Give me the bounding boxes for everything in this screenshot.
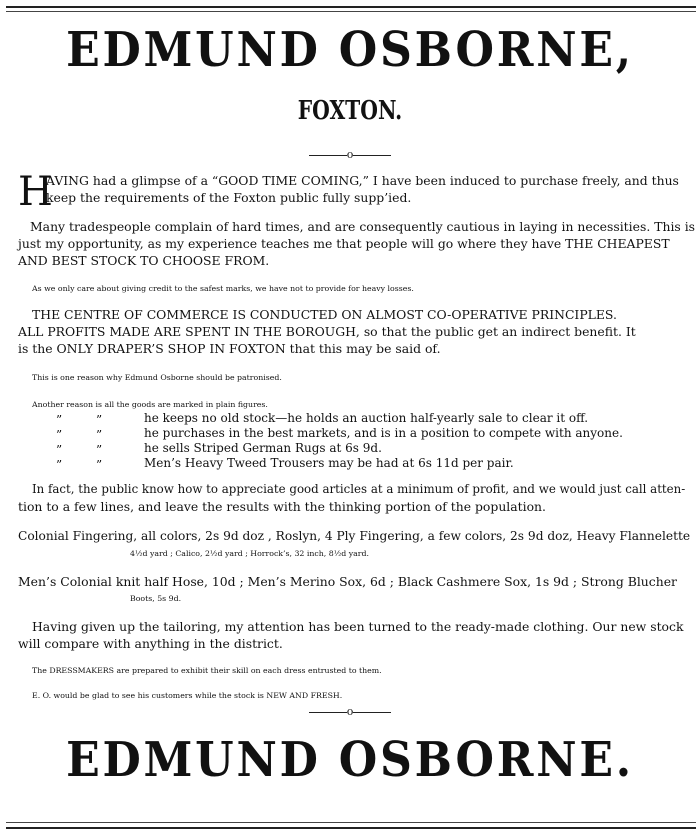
ditto-marks-2: ” ”	[56, 428, 103, 442]
ditto-marks-4: ” ”	[56, 458, 103, 472]
para2-line2: just my opportunity, as my experience teaches me that people will go where they have THE CHEAPEST	[18, 236, 670, 251]
para5: This is one reason why Edmund Osborne should be patronised.	[32, 373, 282, 382]
footer-title: EDMUND OSBORNE.	[66, 732, 634, 788]
list-item: he keeps no old stock—he holds an auction half-yearly sale to clear it off.	[144, 411, 589, 425]
headline-title: EDMUND OSBORNE,	[66, 22, 634, 78]
para7-line1: Colonial Fingering, all colors, 2s 9d doz , Roslyn, 4 Ply Fingering, a few colors, 2s 9d doz, Heavy Flannelette	[18, 529, 691, 543]
divider-top: o	[0, 148, 700, 161]
bottom-rule	[6, 827, 696, 829]
para6-line1: In fact, the public know how to appreciate good articles at a minimum of profit, and we would just call atten-	[32, 482, 686, 496]
bottom-rule-thin	[6, 822, 696, 823]
para11: E. O. would be glad to see his customers while the stock is NEW AND FRESH.	[32, 691, 343, 700]
para8-line2: Boots, 5s 9d.	[130, 594, 182, 603]
top-rule-thin	[6, 11, 696, 12]
para8-line1: Men’s Colonial knit half Hose, 10d ; Men’s Merino Sox, 6d ; Black Cashmere Sox, 1s 9d ; Strong Blucher	[18, 574, 677, 589]
ditto-marks-3: ” ”	[56, 443, 103, 457]
para2-line1: Many tradespeople complain of hard times, and are consequently cautious in laying in necessities. This is	[30, 219, 696, 234]
top-rule	[6, 6, 696, 8]
para1-line2: keep the requirements of the Foxton public fully supp’ied.	[46, 190, 412, 205]
drop-cap: H	[18, 169, 53, 215]
para9-line1: Having given up the tailoring, my attention has been turned to the ready-made clothing. Our new stock	[32, 619, 684, 634]
ditto-marks-1: ” ”	[56, 413, 103, 427]
divider-bottom: o	[0, 705, 700, 718]
para4-line1: THE CENTRE OF COMMERCE IS CONDUCTED ON ALMOST CO-OPERATIVE PRINCIPLES.	[32, 307, 617, 322]
para10: The DRESSMAKERS are prepared to exhibit their skill on each dress entrusted to them.	[32, 666, 382, 675]
list-lead: Another reason is all the goods are marked in plain figures.	[32, 400, 268, 409]
town-name: FOXTON.	[297, 96, 403, 126]
para6-line2: tion to a few lines, and leave the results with the thinking portion of the population.	[18, 499, 546, 514]
para9-line2: will compare with anything in the district.	[18, 636, 283, 651]
list-item: he purchases in the best markets, and is in a position to compete with anyone.	[144, 426, 623, 440]
para4-line2: ALL PROFITS MADE ARE SPENT IN THE BOROUGH, so that the public get an indirect benefit. It	[18, 324, 636, 339]
para3: As we only care about giving credit to the safest marks, we have not to provide for heavy losses.	[32, 284, 414, 293]
para4-line3: is the ONLY DRAPER’S SHOP IN FOXTON that this may be said of.	[18, 341, 441, 356]
list-item: Men’s Heavy Tweed Trousers may be had at 6s 11d per pair.	[144, 456, 514, 470]
para2-line3: AND BEST STOCK TO CHOOSE FROM.	[18, 253, 270, 268]
list-item: he sells Striped German Rugs at 6s 9d.	[144, 441, 382, 455]
para7-line2: 4½d yard ; Calico, 2½d yard ; Horrock’s, 32 inch, 8½d yard.	[130, 549, 369, 558]
para1-line1: AVING had a glimpse of a “GOOD TIME COMING,” I have been induced to purchase freely, and thus	[46, 173, 679, 188]
